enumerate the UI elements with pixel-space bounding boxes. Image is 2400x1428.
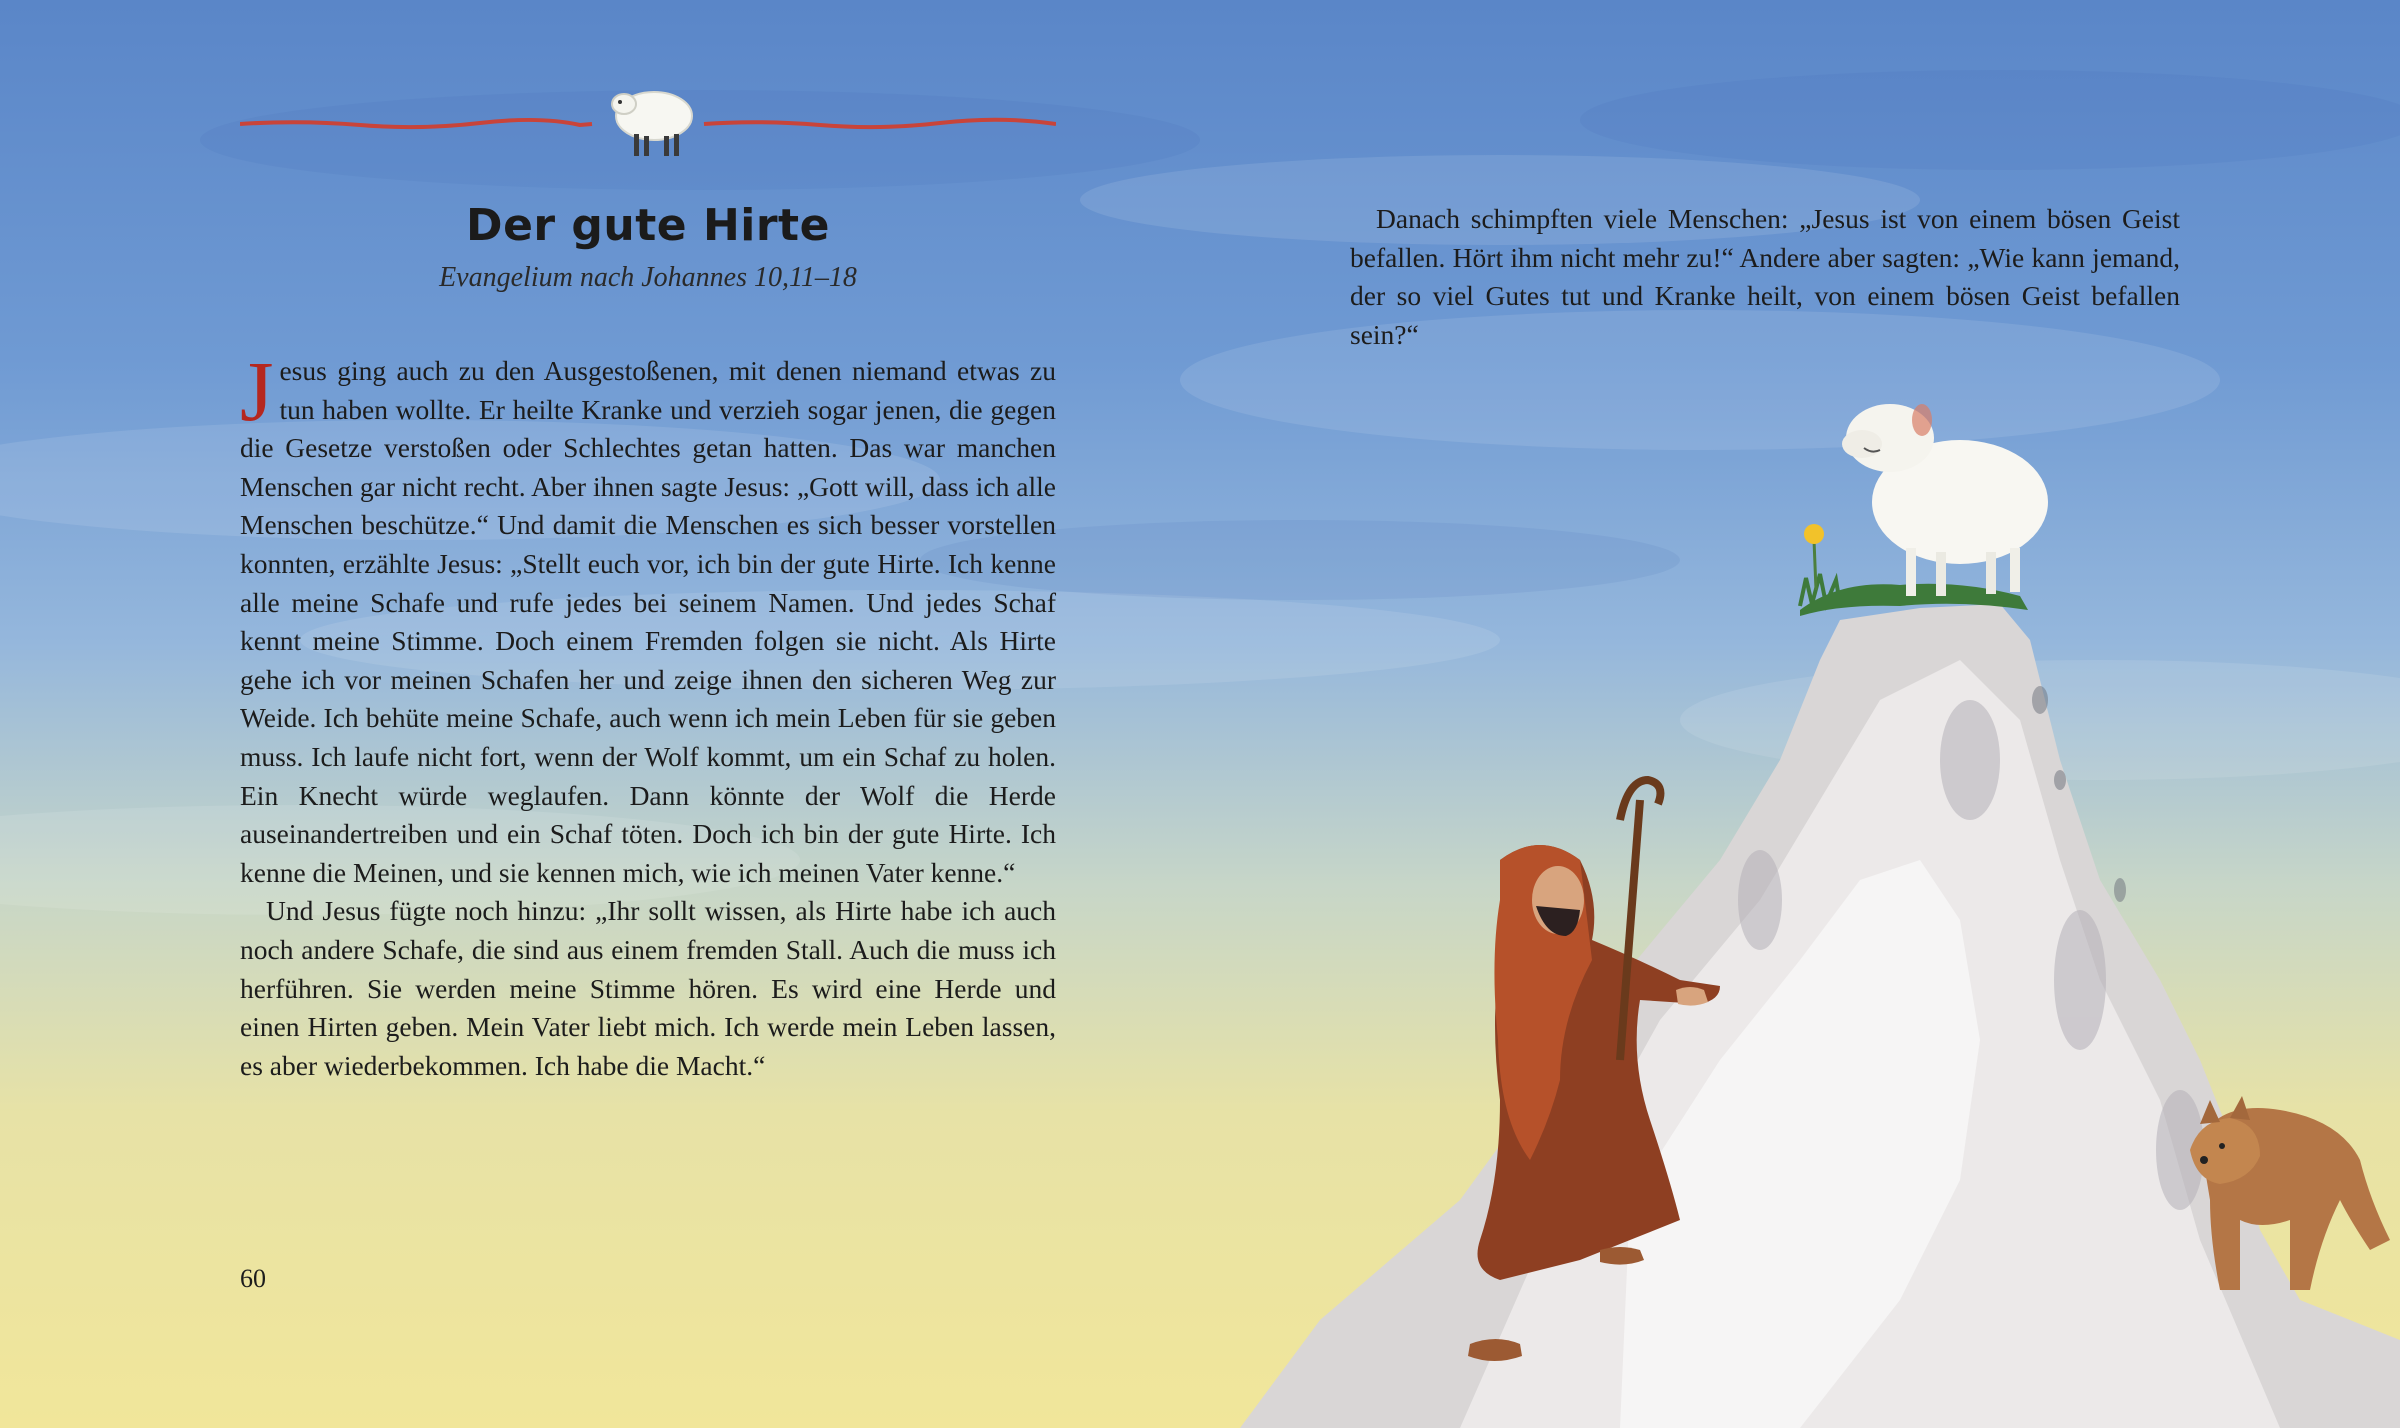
paragraph-1-text: esus ging auch zu den Ausgestoßenen, mit denen niemand etwas zu tun haben wollte. Er heilte Kranke und verzieh sogar jenen, die gegen die Gesetze verstoßen oder Schlechtes getan hatten. Das war manchen Menschen gar nicht recht. Aber ihnen sagte Jesus: „Gott will, dass ich alle Menschen beschütze.“ Und damit die Menschen es sich besser vorstellen konnten, erzählte Jesus: „Stellt euch vor, ich bin der gute Hirte. Ich kenne alle meine Schafe und rufe jedes bei seinem Namen. Und jedes Schaf kennt meine Stimme. Doch einem Fremden folgen sie nicht. Als Hirte gehe ich vor meinen Schafen her und zeige ihnen den sicheren Weg zur Weide. Ich behüte meine Schafe, auch wenn ich mein Leben für sie geben muss. Ich laufe nicht fort, wenn der Wolf kommt, um ein Schaf zu holen. Ein Knecht würde weglaufen. Dann könnte der Wolf die Herde auseinandertreiben und ein Schaf töten. Doch ich bin der gute Hirte. Ich kenne die Meinen, und sie kennen mich, wie ich meinen Vater kenne.“ [240, 355, 1056, 888]
body-paragraph-1 [240, 343, 1056, 892]
wolf-figure [2190, 1096, 2390, 1290]
page-number: 60 [240, 1264, 266, 1293]
right-paragraph: Danach schimpften viele Menschen: „Jesus ist von einem bösen Geist befallen. Hört ihm nicht mehr zu!“ Andere aber sagten: „Wie kann jemand, der so viel Gutes tut und Kranke heilt, von einem bösen Geist befallen sein?“ [1350, 203, 2180, 350]
sheep-on-peak [1842, 404, 2048, 596]
title-ornament [240, 68, 1056, 164]
body-paragraph-2: Und Jesus fügte noch hinzu: „Ihr sollt wissen, als Hirte habe ich auch noch andere Schafe, die sind aus einem fremden Stall. Auch die muss ich herführen. Sie werden meine Stimme hören. Es wird eine Herde und einen Hirten geben. Mein Vater liebt mich. Ich werde mein Leben lassen, es aber wiederbekommen. Ich habe die Macht.“ [240, 895, 1056, 1081]
story-reference: Evangelium nach Johannes 10,11–18 [439, 262, 857, 293]
rock-mountain [1240, 604, 2400, 1428]
story-title: Der gute Hirte [466, 200, 830, 251]
right-page [1200, 0, 2400, 1428]
story-body [240, 343, 1056, 1085]
shepherd-illustration [1200, 0, 2400, 1428]
drop-cap: J [240, 343, 274, 439]
sheep-icon [612, 92, 692, 156]
